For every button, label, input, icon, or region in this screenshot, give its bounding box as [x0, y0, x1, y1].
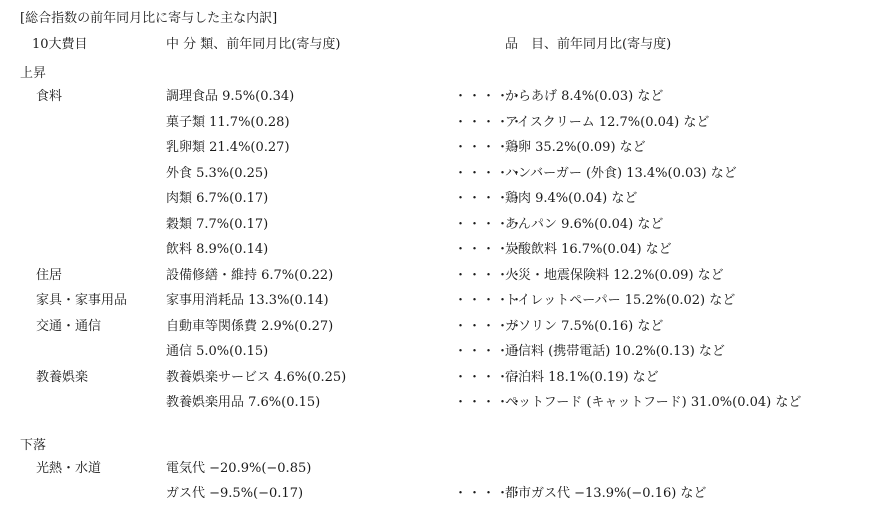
item: ハンバーガー (外食) 13.4%(0.03) など [505, 165, 737, 181]
item: 鶏卵 35.2%(0.09) など [505, 140, 646, 155]
item: 鶏肉 9.4%(0.04) など [505, 191, 638, 206]
middle-category: 肉類 6.7%(0.17) [166, 191, 269, 206]
leader-dots: ・・・・・ [454, 318, 525, 334]
header-item: 品 目、前年同月比(寄与度) [505, 37, 672, 52]
middle-category: 家事用消耗品 13.3%(0.14) [166, 293, 329, 308]
header-middle-category: 中 分 類、前年同月比(寄与度) [166, 37, 341, 52]
middle-category: 穀類 7.7%(0.17) [166, 216, 269, 232]
leader-dots: ・・・・・ [454, 242, 525, 257]
item: 都市ガス代 −13.9%(−0.16) など [505, 486, 707, 501]
major-category: 教養娯楽 [36, 369, 89, 385]
middle-category: 教養娯楽用品 7.6%(0.15) [166, 395, 321, 410]
major-category: 家具・家事用品 [36, 293, 128, 308]
middle-category: 教養娯楽サービス 4.6%(0.25) [166, 369, 347, 385]
middle-category: ガス代 −9.5%(−0.17) [166, 486, 304, 501]
leader-dots: ・・・・・ [454, 369, 525, 385]
leader-dots: ・・・・・ [454, 267, 525, 283]
major-category: 住居 [36, 267, 63, 283]
leader-dots: ・・・・・ [454, 293, 525, 308]
major-category: 光熱・水道 [36, 461, 102, 476]
leader-dots: ・・・・・ [454, 395, 525, 410]
section-label-increase: 上昇 [20, 66, 47, 81]
item: 宿泊料 18.1%(0.19) など [505, 369, 659, 385]
header-major-category: 10大費目 [32, 37, 88, 52]
middle-category: 飲料 8.9%(0.14) [166, 242, 269, 257]
item: アイスクリーム 12.7%(0.04) など [505, 114, 710, 130]
middle-category: 菓子類 11.7%(0.28) [166, 114, 290, 130]
leader-dots: ・・・・・ [454, 344, 525, 359]
middle-category: 通信 5.0%(0.15) [166, 344, 269, 359]
leader-dots: ・・・・・ [454, 486, 525, 501]
middle-category: 電気代 −20.9%(−0.85) [166, 461, 312, 476]
title: [総合指数の前年同月比に寄与した主な内訳] [20, 11, 278, 26]
item: トイレットペーパー 15.2%(0.02) など [505, 293, 736, 308]
item: あんパン 9.6%(0.04) など [505, 216, 664, 232]
middle-category: 乳卵類 21.4%(0.27) [166, 140, 290, 155]
item: 火災・地震保険料 12.2%(0.09) など [505, 267, 724, 283]
major-category: 交通・通信 [36, 318, 102, 334]
middle-category: 調理食品 9.5%(0.34) [166, 89, 295, 104]
leader-dots: ・・・・・ [454, 114, 525, 130]
leader-dots: ・・・・・ [454, 216, 525, 232]
item: 炭酸飲料 16.7%(0.04) など [505, 242, 672, 257]
item: ガソリン 7.5%(0.16) など [505, 318, 664, 334]
item: ペットフード (キャットフード) 31.0%(0.04) など [505, 395, 802, 410]
leader-dots: ・・・・・ [454, 191, 525, 206]
major-category: 食料 [36, 89, 63, 104]
middle-category: 設備修繕・維持 6.7%(0.22) [166, 267, 334, 283]
leader-dots: ・・・・・ [454, 140, 525, 155]
section-label-decrease: 下落 [20, 438, 47, 453]
middle-category: 外食 5.3%(0.25) [166, 165, 269, 181]
middle-category: 自動車等関係費 2.9%(0.27) [166, 318, 334, 334]
item: 通信料 (携帯電話) 10.2%(0.13) など [505, 344, 725, 359]
item: からあげ 8.4%(0.03) など [505, 89, 664, 104]
leader-dots: ・・・・・ [454, 165, 525, 181]
leader-dots: ・・・・・ [454, 89, 525, 104]
